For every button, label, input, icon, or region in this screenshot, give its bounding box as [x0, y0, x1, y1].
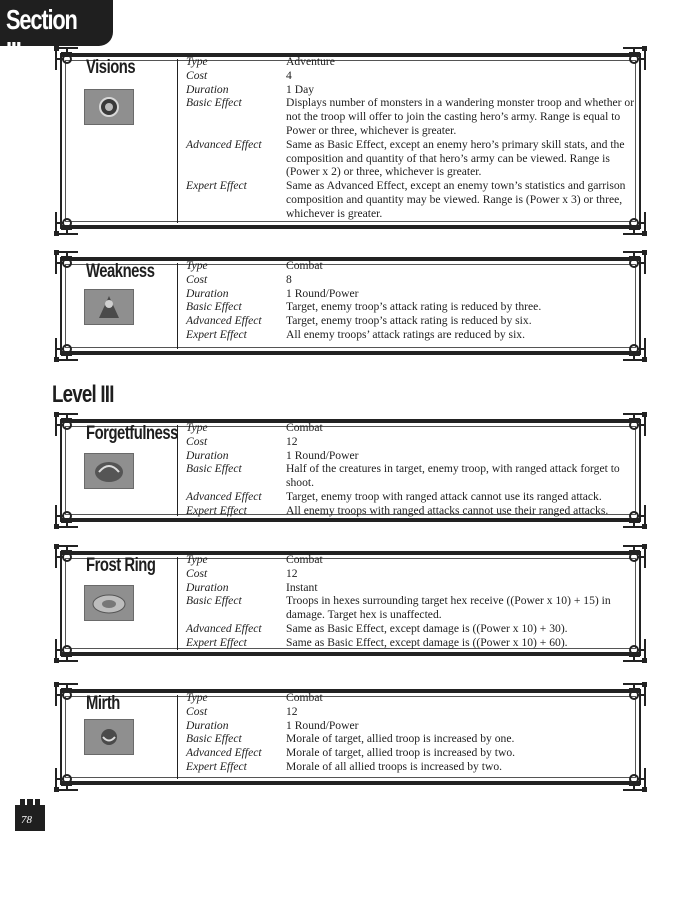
card-divider [177, 263, 178, 349]
spell-name: Visions [86, 57, 136, 78]
stat-row-basic [186, 462, 641, 490]
spell-name: Frost Ring [86, 555, 156, 576]
stat-value: 1 Round/Power [286, 718, 359, 732]
stat-label: Type [186, 553, 208, 566]
stat-label: Cost [186, 566, 208, 580]
stat-value: Morale of target, allied troop is increased by two. [286, 746, 516, 760]
corner-ornament-icon [52, 680, 82, 710]
stat-value: Combat [286, 421, 323, 434]
stat-row-duration [186, 581, 641, 595]
spell-stats [186, 259, 641, 342]
stat-row-basic [186, 594, 641, 622]
stat-value: Adventure [286, 55, 335, 68]
corner-ornament-icon [52, 44, 82, 74]
stat-row-type [186, 55, 641, 69]
stat-value: Combat [286, 691, 323, 704]
spell-stats [186, 421, 641, 518]
stat-label: Advanced Effect [186, 621, 262, 635]
corner-ornament-icon [52, 334, 82, 364]
stat-row-cost [186, 705, 641, 719]
stat-label: Cost [186, 704, 208, 718]
spell-card-forgetfulness [52, 413, 649, 528]
stat-row-expert [186, 504, 641, 518]
stat-label: Basic Effect [186, 96, 242, 110]
spell-name: Mirth [86, 693, 120, 714]
spell-stats [186, 553, 641, 650]
stat-value: Combat [286, 553, 323, 566]
corner-ornament-icon [52, 501, 82, 531]
stat-value: Displays number of monsters in a wandering monster troop and whether or not the troop will offer to join the casting hero’s army. Range is equal to Power or three, whichever is greater. [286, 96, 635, 137]
stat-value: 12 [286, 704, 298, 718]
stat-value: 12 [286, 566, 298, 580]
section-title: Section III [6, 4, 77, 67]
stat-label: Cost [186, 434, 208, 448]
stat-value: All enemy troops’ attack ratings are reduced by six. [286, 327, 525, 341]
spell-stats [186, 691, 641, 774]
stat-row-duration [186, 287, 641, 301]
card-divider [177, 59, 178, 223]
corner-ornament-icon [52, 208, 82, 238]
stat-value: Target, enemy troop’s attack rating is reduced by three. [286, 300, 542, 314]
stat-row-type [186, 553, 641, 567]
stat-label: Expert Effect [186, 759, 247, 773]
stat-value: All enemy troops with ranged attacks cannot use their ranged attacks. [286, 503, 609, 517]
corner-ornament-icon [52, 764, 82, 794]
stat-value: Same as Basic Effect, except damage is ((Power x 10) + 60). [286, 635, 568, 649]
stat-label: Type [186, 421, 208, 434]
stat-label: Duration [186, 448, 229, 462]
mirth-spell-icon [84, 719, 134, 755]
stat-row-advanced [186, 746, 641, 760]
spell-name: Weakness [86, 261, 155, 282]
stat-label: Duration [186, 286, 229, 300]
stat-value: 1 Round/Power [286, 286, 359, 300]
stat-label: Advanced Effect [186, 137, 262, 151]
corner-ornament-icon [52, 410, 82, 440]
stat-value: Target, enemy troop’s attack rating is reduced by six. [286, 314, 532, 328]
stat-row-cost [186, 69, 641, 83]
stat-value: 1 Day [286, 82, 315, 96]
stat-value: 12 [286, 434, 298, 448]
stat-row-type [186, 421, 641, 435]
stat-label: Expert Effect [186, 635, 247, 649]
stat-row-duration [186, 719, 641, 733]
stat-label: Expert Effect [186, 327, 247, 341]
stat-row-expert [186, 636, 641, 650]
corner-ornament-icon [52, 542, 82, 572]
stat-row-advanced [186, 314, 641, 328]
stat-value: Morale of target, allied troop is increased by one. [286, 732, 515, 746]
stat-row-cost [186, 273, 641, 287]
stat-label: Advanced Effect [186, 489, 262, 503]
stat-row-advanced [186, 138, 641, 179]
forgetfulness-spell-icon [84, 453, 134, 489]
stat-label: Duration [186, 580, 229, 594]
stat-row-expert [186, 179, 641, 220]
stat-row-basic [186, 96, 641, 137]
stat-value: Troops in hexes surrounding target hex receive ((Power x 10) + 15) in damage. Target hex is unaffected. [286, 594, 611, 622]
stat-label: Basic Effect [186, 732, 242, 746]
stat-label: Type [186, 691, 208, 704]
stat-value: 1 Round/Power [286, 448, 359, 462]
stat-row-advanced [186, 490, 641, 504]
stat-row-expert [186, 328, 641, 342]
spell-card-mirth [52, 683, 649, 791]
stat-value: 8 [286, 272, 292, 286]
stat-row-type [186, 691, 641, 705]
card-divider [177, 695, 178, 779]
stat-row-cost [186, 435, 641, 449]
page-number: 78 [21, 814, 32, 826]
stat-row-duration [186, 83, 641, 97]
corner-ornament-icon [52, 635, 82, 665]
stat-label: Type [186, 259, 208, 272]
stat-label: Advanced Effect [186, 314, 262, 328]
stat-value: Same as Advanced Effect, except an enemy town’s statistics and garrison composition and quantity may be viewed. Range is (Power x 3) or three, whichever is greater. [286, 179, 626, 220]
spell-card-weakness [52, 251, 649, 361]
stat-row-advanced [186, 622, 641, 636]
spell-card-frost-ring [52, 545, 649, 662]
stat-label: Type [186, 55, 208, 68]
spell-name: Forgetfulness [86, 423, 178, 444]
stat-label: Basic Effect [186, 594, 242, 608]
stat-row-basic [186, 732, 641, 746]
stat-label: Basic Effect [186, 300, 242, 314]
level-heading: Level III [52, 381, 114, 408]
stat-label: Advanced Effect [186, 746, 262, 760]
stat-value: Same as Basic Effect, except an enemy hero’s primary skill stats, and the composition and quantity of that hero’s army can be viewed. Range is (Power x 2) or three, whichever is greater. [286, 137, 625, 179]
stat-label: Expert Effect [186, 503, 247, 517]
stat-label: Cost [186, 68, 208, 82]
stat-label: Duration [186, 82, 229, 96]
spell-card-visions [52, 47, 649, 235]
stat-value: Half of the creatures in target, enemy troop, with ranged attack forget to shoot. [286, 462, 620, 490]
corner-ornament-icon [52, 248, 82, 278]
stat-label: Basic Effect [186, 462, 242, 476]
frost-ring-spell-icon [84, 585, 134, 621]
stat-row-type [186, 259, 641, 273]
stat-value: Same as Basic Effect, except damage is ((Power x 10) + 30). [286, 621, 568, 635]
stat-label: Duration [186, 718, 229, 732]
stat-value: Morale of all allied troops is increased by two. [286, 759, 503, 773]
section-tab [0, 0, 113, 67]
weakness-spell-icon [84, 289, 134, 325]
stat-label: Cost [186, 272, 208, 286]
stat-row-cost [186, 567, 641, 581]
page-number-badge [15, 799, 45, 831]
stat-row-basic [186, 300, 641, 314]
stat-value: 4 [286, 68, 292, 82]
stat-label: Expert Effect [186, 179, 247, 193]
spell-stats [186, 55, 641, 221]
stat-value: Target, enemy troop with ranged attack cannot use its ranged attack. [286, 489, 602, 503]
stat-row-expert [186, 760, 641, 774]
stat-row-duration [186, 449, 641, 463]
stat-value: Instant [286, 580, 318, 594]
stat-value: Combat [286, 259, 323, 272]
card-divider [177, 557, 178, 650]
visions-spell-icon [84, 89, 134, 125]
